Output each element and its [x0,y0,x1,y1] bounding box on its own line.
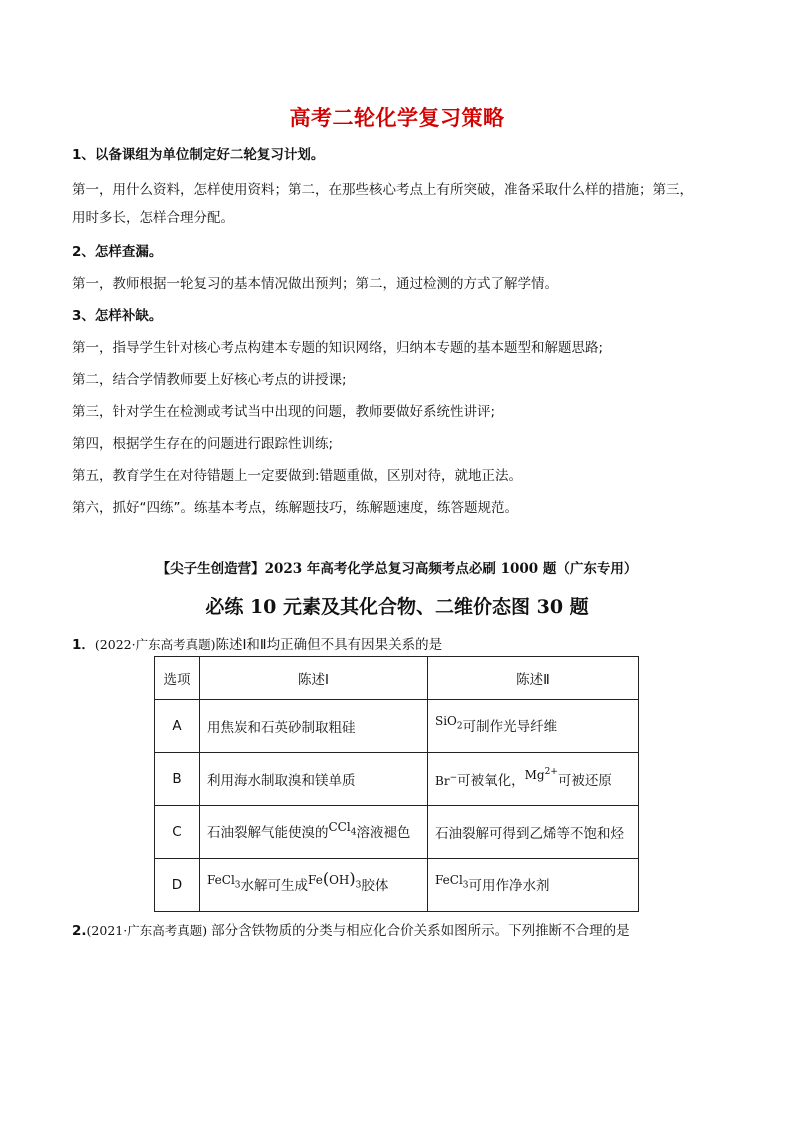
statement-2-cell: Br−可被氧化，$Mg^{2+}$可被还原 [428,753,639,806]
question-source: (2021·广东高考真题) [86,923,208,938]
chem-ion: $Mg^{2+}$ [524,767,558,782]
table-row [155,859,639,912]
header-statement-2: 陈述Ⅱ [428,657,639,700]
strategy-line: 第三，针对学生在检测或考试当中出现的问题，教师要做好系统性讲评; [72,404,496,420]
option-cell: A [155,700,200,753]
statement-1-cell: FeCl$_3$水解可生成$Fe(OH)_3$胶体 [200,859,428,912]
chem-formula: FeCl$_3$ [207,872,241,891]
question-text: 陈述Ⅰ和Ⅱ均正确但不具有因果关系的是 [215,637,443,653]
chem-formula: $Fe(OH)_3$ [308,868,362,891]
strategy-heading: 1、以备课组为单位制定好二轮复习计划。 [72,147,325,163]
header-option: 选项 [155,657,200,700]
chem-formula: SiO$_2$ [435,713,463,732]
statement-1-cell: 利用海水制取溴和镁单质 [200,753,428,806]
question-text: 部分含铁物质的分类与相应化合价关系如图所示。下列推断不合理的是 [211,923,630,939]
table-row [155,700,639,753]
option-cell: B [155,753,200,806]
strategy-line: 第一，教师根据一轮复习的基本情况做出预判；第二，通过检测的方式了解学情。 [72,276,558,292]
chem-formula: CCl$_4$ [328,819,357,838]
question-1-stem [72,633,442,653]
option-cell: D [155,859,200,912]
statement-2-cell: FeCl$_3$可用作净水剂 [428,859,639,912]
header-statement-1: 陈述Ⅰ [200,657,428,700]
strategy-line: 第二，结合学情教师要上好核心考点的讲授课; [72,372,347,388]
strategy-heading: 3、怎样补缺。 [72,308,163,324]
strategy-line: 第一，用什么资料，怎样使用资料；第二，在那些核心考点上有所突破，准备采取什么样的措施；第三， [72,182,693,198]
strategy-heading: 2、怎样查漏。 [72,244,163,260]
statement-2-cell: SiO$_2$可制作光导纤维 [428,700,639,753]
series-heading: 【尖子生创造营】2023 年高考化学总复习高频考点必刷 1000 题（广东专用） [156,561,638,577]
table-header-row [155,657,639,700]
strategy-line: 第四，根据学生存在的问题进行跟踪性训练; [72,436,334,452]
strategy-line: 第五，教育学生在对待错题上一定要做到:错题重做，区别对待，就地正法。 [72,468,523,484]
chem-formula: FeCl$_3$ [435,872,469,891]
strategy-line: 用时多长，怎样合理分配。 [72,210,234,226]
statement-1-cell: 用焦炭和石英砂制取粗硅 [200,700,428,753]
statement-1-cell: 石油裂解气能使溴的CCl$_4$溶液褪色 [200,806,428,859]
section-title: 必练 10 元素及其化合物、二维价态图 30 题 [205,596,589,618]
statement-2-cell: 石油裂解可得到乙烯等不饱和烃 [428,806,639,859]
question-number: 1． [72,637,95,653]
document-title: 高考二轮化学复习策略 [289,106,505,130]
strategy-line: 第一，指导学生针对核心考点构建本专题的知识网络，归纳本专题的基本题型和解题思路; [72,340,604,356]
table-row [155,806,639,859]
statement-table [154,656,639,912]
option-cell: C [155,806,200,859]
question-source: (2022·广东高考真题) [94,637,216,652]
question-2-stem [72,919,630,939]
question-number: 2. [72,923,87,939]
chem-ion: Br− [435,773,458,788]
table-row [155,753,639,806]
strategy-line: 第六，抓好“四练”。练基本考点，练解题技巧，练解题速度，练答题规范。 [72,500,518,516]
